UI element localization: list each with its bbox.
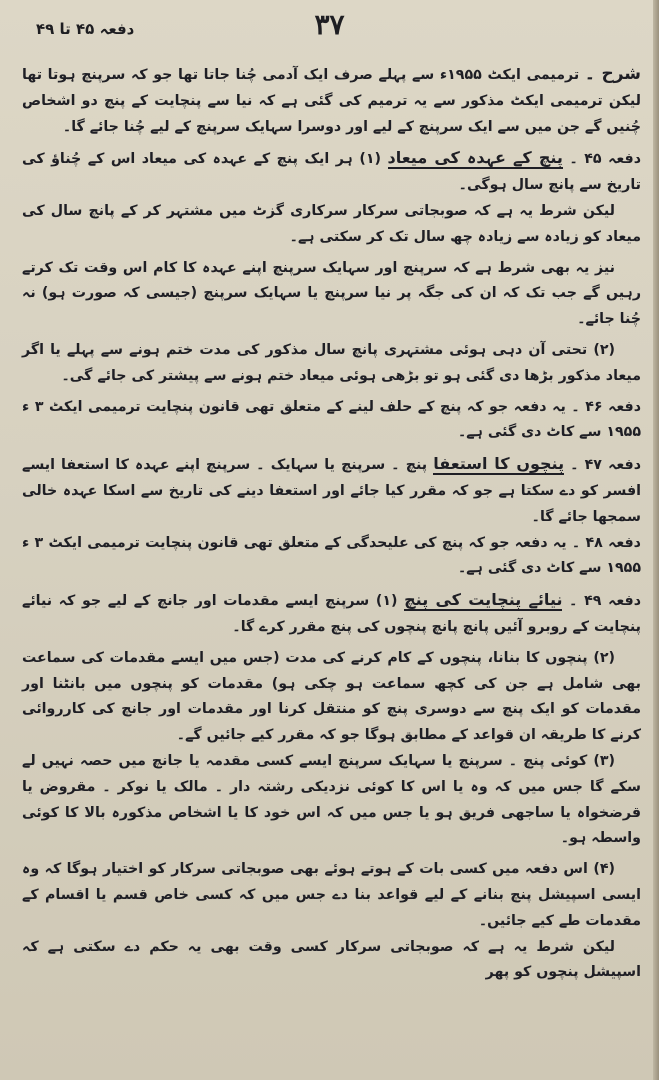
paragraph-text: (۱) ہر ایک پنچ کے عہدہ کی میعاد اس کے چُناؤ کی تاریخ سے پانچ سال ہوگی۔ [22,151,641,194]
paragraph-text: پنچ ۔ سرپنچ یا سہایک ۔ سرپنچ اپنے عہدہ کا استعفا ایسے افسر کو دے سکتا ہے جو کہ مقرر کیا جائے اور استعفا دینے کی تاریخ سے اسکا عہدہ خالی سمجھا جائے گا۔ [22,457,641,525]
section-49 [22,587,641,641]
paragraph-text: ترمیمی ایکٹ ۱۹۵۵ء سے پہلے صرف ایک آدمی چُنا جاتا تھا جو کہ سرپنچ ہوتا تھا لیکن ترمیمی ایکٹ مذکور سے یہ ترمیم کی گئی ہے کہ نیا سے پنچایت کے پنچ دو اشخاص چُنیں گے جن میں سے ایک سرپنچ کے لیے اور دوسرا سہایک سرپنچ کے لیے چُنا جائے گا۔ [22,67,641,135]
paragraph-text: (۲) پنچوں کا بنانا، پنچوں کے کام کرنے کی مدت (جس میں ایسے مقدمات کی سماعت بھی شامل ہے جن کی کچھ سماعت ہو چکی ہو) مقدمات کو پنچوں میں بانٹنا اور مقدمات کو ایک پنچ سے دوسری پنچ کو منتقل کرنا اور مقدمات اور جانچ کی کارروائی کرنے کا طریقہ ان قواعد کے مطابق ہوگا جو کہ مقرر کیے جائیں گے۔ [22,649,641,744]
section-48 [22,531,641,583]
section-45 [22,145,641,199]
paragraph-text: (۳) کوئی پنچ ۔ سرپنچ یا سہایک سرپنچ ایسے کسی مقدمہ یا جانچ میں حصہ نہیں لے سکے گا جس میں کہ وہ یا اس کا کوئی نزدیکی رشتہ دار ۔ مالک یا نوکر ۔ مقروض یا قرضخواہ یا ساجھی فریق ہو یا جس میں کہ اس خود کا یا اشخاص مذکورہ بالا کا کوئی واسطہ ہو۔ [22,752,641,847]
proviso-paragraph [22,935,641,987]
paragraph-text: (۱) سرپنچ ایسے مقدمات اور جانچ کے لیے جو کہ نیائے پنچایت کے روبرو آئیں پانچ پانچ پنچوں کی پنچ مقرر کرے گا۔ [22,593,641,635]
paragraph-text: (۲) تحتی آن دہی ہوئی مشتہری پانچ سال مذکور کی مدت ختم ہونے سے پہلے یا اگر میعاد مذکور بڑھا دی گئی ہو تو بڑھی ہوئی میعاد ختم ہونے سے پیشتر کی جائے گی۔ [22,341,641,384]
paragraph-text: (۴) اس دفعہ میں کسی بات کے ہوتے ہوئے بھی صوبجاتی سرکار کو اختیار ہوگا کہ وہ ایسی اسپیشل پنچ بنانے کے لیے قواعد بنا دے جس میں کہ کسی خاص قسم یا اقسام کے مقدمات طے کیے جائیں۔ [22,861,641,929]
section-47 [22,451,641,530]
page-header [24,8,635,50]
page-edge [653,0,659,1080]
paragraph-text: یہ دفعہ جو کہ پنچ کے حلف لینے کے متعلق تھی قانون پنچایت ترمیمی ایکٹ ۳ ء ۱۹۵۵ سے کاٹ دی گئی ہے۔ [22,398,641,441]
section-number: دفعہ ۴۹ ۔ [569,593,641,610]
subsection-paragraph [22,857,641,934]
subsection-paragraph [22,646,641,749]
commentary-paragraph [22,62,641,140]
running-head: دفعہ ۴۵ تا ۴۹ [36,20,135,38]
proviso-paragraph [22,199,641,251]
section-heading: پنچوں کا استعفا [433,454,565,474]
proviso-paragraph [22,256,641,333]
body-text [22,62,641,986]
section-number: دفعہ ۴۸ ۔ [571,534,641,551]
section-number: دفعہ ۴۶ ۔ [571,398,641,415]
section-heading: نیائے پنچایت کی پنچ [404,590,563,610]
paragraph-text: نیز یہ بھی شرط ہے کہ سرپنچ اور سہایک سرپنچ اپنے عہدہ کا کام اس وقت تک کرتے رہیں گے جب تک کہ ان کی جگہ پر نیا سرپنچ یا سہایک سرپنچ (جیسی کہ صورت ہو) نہ چُنا جائے۔ [22,259,641,328]
section-heading: پنچ کے عہدہ کی میعاد [387,148,563,168]
paragraph-text: لیکن شرط یہ ہے کہ صوبجاتی سرکار سرکاری گزٹ میں مشتہر کر کے پانچ سال کی میعاد کو زیادہ سے زیادہ چھ سال تک کر سکتی ہے۔ [22,202,641,245]
subsection-paragraph [22,338,641,390]
paragraph-text: یہ دفعہ جو کہ پنچ کی علیحدگی کے متعلق تھی قانون پنچایت ترمیمی ایکٹ ۳ ء ۱۹۵۵ سے کاٹ دی گئی ہے۔ [22,534,641,577]
commentary-label: شرح ۔ [584,64,641,84]
section-46 [22,395,641,447]
section-number: دفعہ ۴۷ ۔ [570,457,641,474]
paragraph-text: لیکن شرط یہ ہے کہ صوبجاتی سرکار کسی وقت بھی یہ حکم دے سکتی ہے کہ اسپیشل پنچوں کو پھر [22,938,641,981]
subsection-paragraph [22,749,641,852]
page-number: ۳۷ [314,8,345,41]
section-number: دفعہ ۴۵ ۔ [569,151,641,168]
